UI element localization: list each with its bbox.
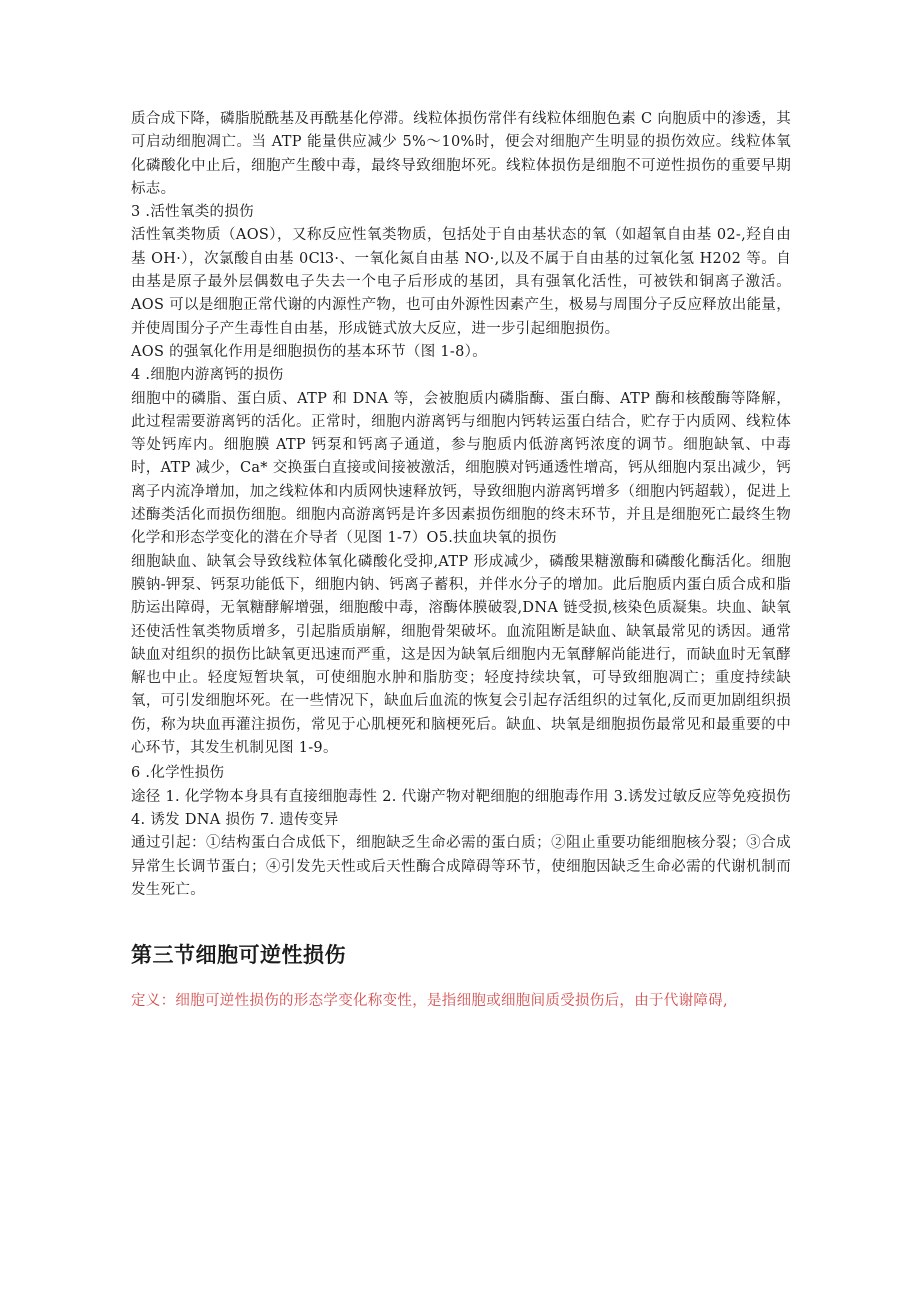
paragraph-chemical-routes: 途径 1. 化学物本身具有直接细胞毒性 2. 代谢产物对靶细胞的细胞毒作用 3.诱发过敏反应等免疫损伤 4. 诱发 DNA 损伤 7. 遗传变异	[131, 788, 791, 828]
heading-calcium: 4 .细胞内游离钙的损伤	[131, 367, 284, 384]
definition-text: 定义：细胞可逆性损伤的形态学变化称变性，是指细胞或细胞间质受损伤后，由于代谢障碍,	[131, 993, 728, 1010]
section-title: 第三节细胞可逆性损伤	[131, 942, 346, 968]
paragraph-reactive-oxygen: 活性氧类物质（AOS），又称反应性氧类物质，包括处于自由基状态的氧（如超氧自由基 02-,羟自由基 OH·），次氯酸自由基 0Cl3·、一氧化氮自由基 NO·,以及不属于自由基的过氧化氢 H202 等。自由基是原子最外层偶数电子失去一个电子后形成的基团，具有强氧化活性，可被铁和铜离子激活。AOS 可以是细胞正常代谢的内源性产物，也可由外源性因素产生，极易与周围分子反应释放出能量，并使周围分子产生毒性自由基，形成链式放大反应，进一步引起细胞损伤。	[131, 227, 791, 337]
heading-reactive-oxygen: 3 .活性氧类的损伤	[131, 204, 254, 221]
paragraph-mitochondria: 质合成下降，磷脂脱酰基及再酰基化停滞。线粒体损伤常伴有线粒体细胞色素 C 向胞质中的渗透，其可启动细胞凋亡。当 ATP 能量供应减少 5%～10%时，便会对细胞产生明显的损伤效应。线粒体氧化磷酸化中止后，细胞产生酸中毒，最终导致细胞坏死。线粒体损伤是细胞不可逆性损伤的重要早期标志。	[131, 111, 791, 197]
paragraph-ischemia: 细胞缺血、缺氧会导致线粒体氧化磷酸化受抑,ATP 形成减少，磷酸果糖激酶和磷酸化酶活化。细胞膜钠-钾泵、钙泵功能低下，细胞内钠、钙离子蓄积，并伴水分子的增加。此后胞质内蛋白质合成和脂肪运出障碍，无氧糖酵解增强，细胞酸中毒，溶酶体膜破裂,DNA 链受损,核染色质凝集。块血、缺氧还使活性氧类物质增多，引起脂质崩解，细胞骨架破坏。血流阻断是缺血、缺氧最常见的诱因。通常缺血对组织的损伤比缺氧更迅速而严重，这是因为缺氧后细胞内无氧酵解尚能进行，而缺血时无氧酵解也中止。轻度短暂块氧，可使细胞水肿和脂肪变；轻度持续块氧，可导致细胞凋亡；重度持续缺氧，可引发细胞坏死。在一些情况下，缺血后血流的恢复会引起存活组织的过氧化,反而更加剧组织损伤，称为块血再灌注损伤，常见于心肌梗死和脑梗死后。缺血、块氧是细胞损伤最常见和最重要的中心环节，其发生机制见图 1-9。	[131, 553, 791, 757]
paragraph-calcium: 细胞中的磷脂、蛋白质、ATP 和 DNA 等，会被胞质内磷脂酶、蛋白酶、ATP 酶和核酸酶等降解，此过程需要游离钙的活化。正常时，细胞内游离钙与细胞内钙转运蛋白结合，贮存于内质网、线粒体等处钙库内。细胞膜 ATP 钙泵和钙离子通道，参与胞质内低游离钙浓度的调节。细胞缺氧、中毒时，ATP 减少，Ca* 交换蛋白直接或间接被激活，细胞膜对钙通透性增高，钙从细胞内泵出减少，钙离子内流净增加，加之线粒体和内质网快速释放钙，导致细胞内游离钙增多（细胞内钙超载），促进上述酶类活化而损伤细胞。细胞内高游离钙是许多因素损伤细胞的终末环节，并且是细胞死亡最终生物化学和形态学变化的潜在介导者（见图 1-7）O5.扶血块氧的损伤	[131, 390, 791, 547]
heading-chemical: 6 .化学性损伤	[131, 765, 225, 782]
paragraph-aos-summary: AOS 的强氧化作用是细胞损伤的基本环节（图 1-8）。	[131, 343, 488, 360]
paragraph-chemical-mechanism: 通过引起：①结构蛋白合成低下，细胞缺乏生命必需的蛋白质；②阻止重要功能细胞核分裂；③合成异常生长调节蛋白；④引发先天性或后天性酶合成障碍等环节，使细胞因缺乏生命必需的代谢机制而发生死亡。	[131, 835, 791, 898]
document-page	[131, 108, 791, 1013]
